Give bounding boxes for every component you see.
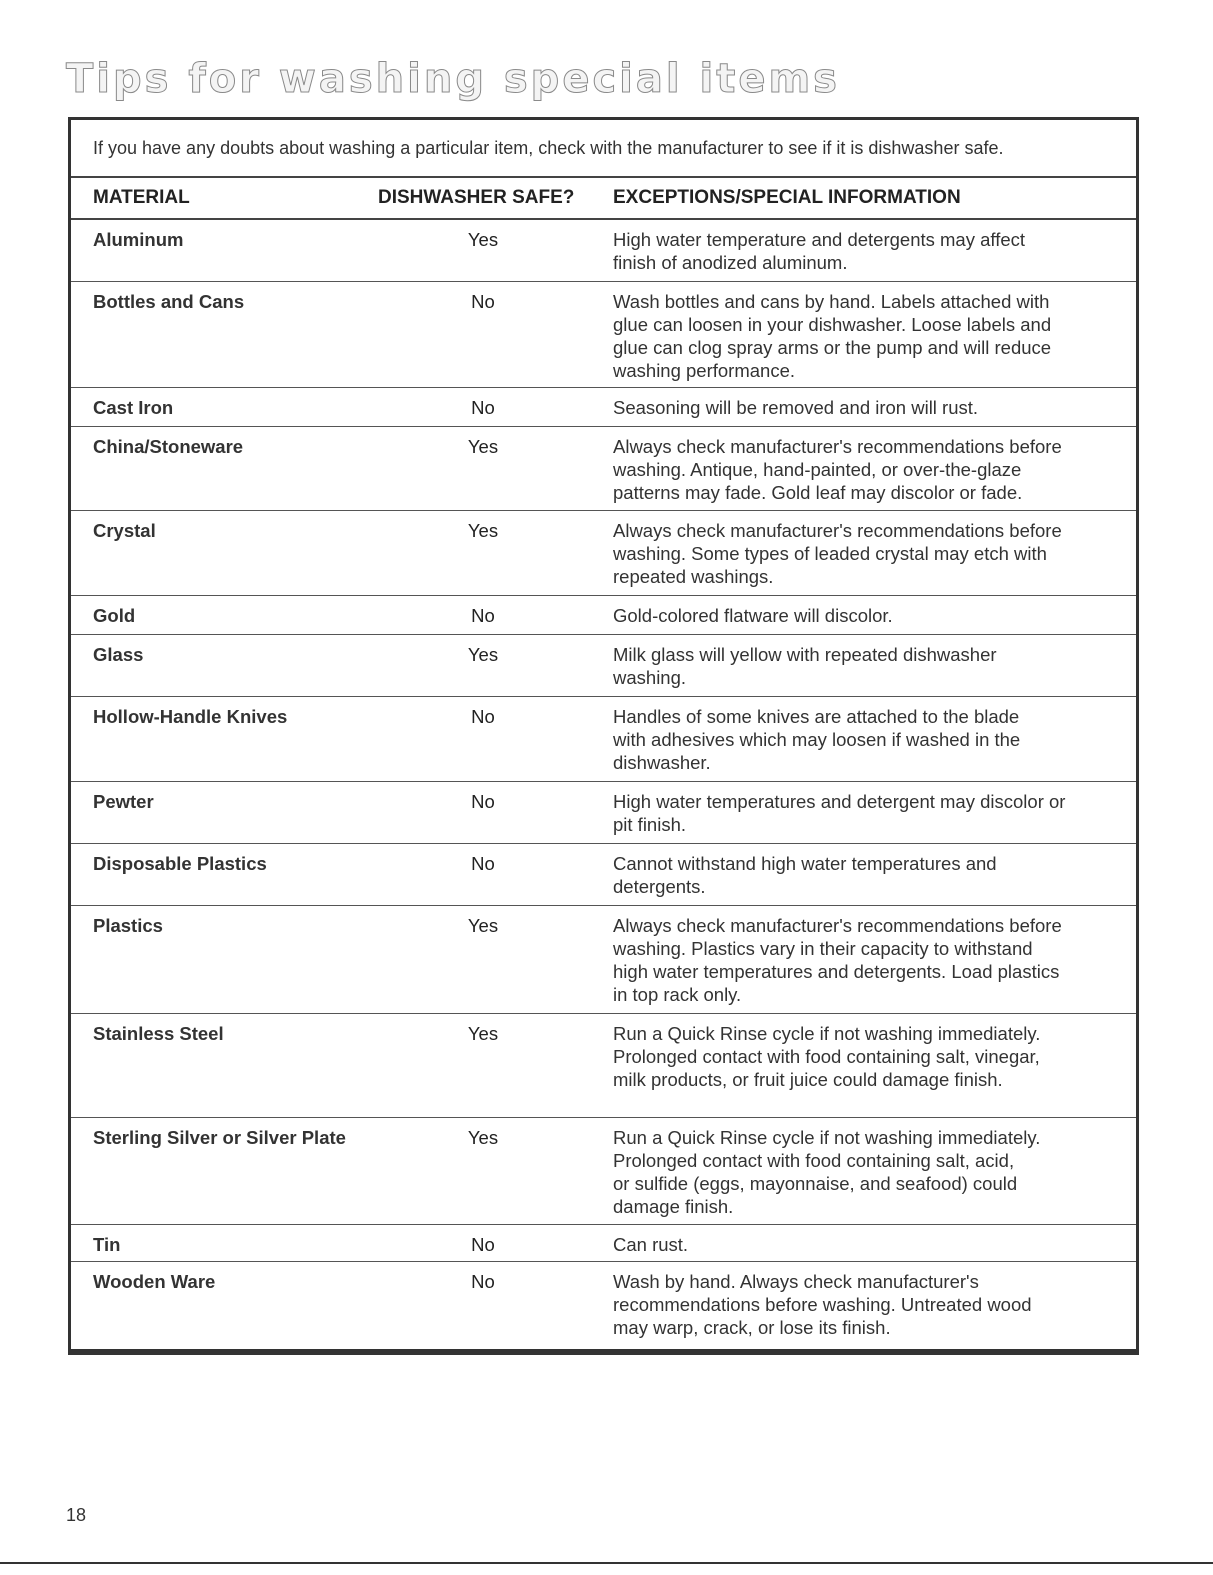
special-info-cell: Gold-colored flatware will discolor. [613, 605, 893, 626]
material-cell: Aluminum [93, 229, 184, 250]
dishwasher-safe-cell: No [471, 791, 495, 812]
special-info-cell: Wash bottles and cans by hand. Labels attached with glue can loosen in your dishwasher. Loose labels and glue can clog spray arms or the pump and will reduce washing performance. [613, 291, 1052, 381]
special-info-cell: Cannot withstand high water temperatures and detergents. [613, 853, 997, 897]
dishwasher-safe-cell: No [471, 1271, 495, 1292]
table-row [71, 427, 1136, 511]
dishwasher-safe-cell: No [471, 397, 495, 418]
special-info-cell: Always check manufacturer's recommendations before washing. Antique, hand-painted, or over-the-glaze patterns may fade. Gold leaf may discolor or fade. [613, 436, 1062, 503]
dishwasher-safe-cell: Yes [467, 436, 499, 457]
dishwasher-safe-cell: Yes [467, 229, 499, 250]
page-title: Tips for washing special items [66, 56, 840, 102]
table-row [71, 511, 1136, 596]
table-row [71, 596, 1136, 635]
table-row [71, 1225, 1136, 1262]
special-info-cell: Milk glass will yellow with repeated dishwasher washing. [613, 644, 997, 688]
table-row [71, 1118, 1136, 1225]
dishwasher-safe-cell: Yes [467, 520, 499, 541]
header-exceptions: EXCEPTIONS/SPECIAL INFORMATION [613, 187, 961, 208]
material-cell: Plastics [93, 915, 163, 936]
dishwasher-safe-cell: Yes [467, 1127, 499, 1148]
special-info-cell: Run a Quick Rinse cycle if not washing immediately. Prolonged contact with food containing salt, acid, or sulfide (eggs, mayonnaise, and seafood) could damage finish. [613, 1127, 1041, 1217]
dishwasher-safe-cell: No [471, 853, 495, 874]
special-info-cell: Always check manufacturer's recommendations before washing. Plastics vary in their capacity to withstand high water temperatures and detergents. Load plastics in top rack only. [613, 915, 1062, 1005]
special-info-cell: Seasoning will be removed and iron will rust. [613, 397, 979, 418]
table-row [71, 1014, 1136, 1118]
dishwasher-safe-cell: Yes [467, 1023, 499, 1044]
table-row [71, 635, 1136, 697]
material-cell: Tin [93, 1234, 121, 1255]
special-info-cell: Run a Quick Rinse cycle if not washing immediately. Prolonged contact with food containing salt, vinegar, milk products, or fruit juice could damage finish. [613, 1023, 1041, 1090]
table-row [71, 282, 1136, 388]
material-cell: Pewter [93, 791, 154, 812]
special-info-cell: High water temperature and detergents may affect finish of anodized aluminum. [613, 229, 1026, 273]
special-info-cell: Can rust. [613, 1234, 689, 1255]
special-info-cell: High water temperatures and detergent may discolor or pit finish. [613, 791, 1066, 835]
material-cell: Glass [93, 644, 144, 665]
material-cell: Stainless Steel [93, 1023, 224, 1044]
special-info-cell: Wash by hand. Always check manufacturer's recommendations before washing. Untreated wood may warp, crack, or lose its finish. [613, 1271, 1032, 1338]
material-cell: China/Stoneware [93, 436, 244, 457]
dishwasher-safe-cell: No [471, 706, 495, 727]
dishwasher-safe-cell: No [471, 291, 495, 312]
material-cell: Gold [93, 605, 136, 626]
table-row [71, 844, 1136, 906]
table-row [71, 697, 1136, 782]
table-row [71, 782, 1136, 844]
table-row [71, 388, 1136, 427]
special-info-cell: Always check manufacturer's recommendations before washing. Some types of leaded crystal may etch with repeated washings. [613, 520, 1062, 587]
material-cell: Wooden Ware [93, 1271, 216, 1292]
header-dishwasher-safe: DISHWASHER SAFE? [378, 187, 575, 208]
special-items-table [68, 117, 1139, 1355]
material-cell: Crystal [93, 520, 156, 541]
dishwasher-safe-cell: Yes [467, 915, 499, 936]
material-cell: Hollow-Handle Knives [93, 706, 288, 727]
dishwasher-safe-cell: No [471, 605, 495, 626]
dishwasher-safe-cell: Yes [467, 644, 499, 665]
table-row [71, 906, 1136, 1014]
table-header-row [71, 178, 1136, 220]
table-body [71, 220, 1136, 1349]
dishwasher-safe-cell: No [471, 1234, 495, 1255]
material-cell: Cast Iron [93, 397, 174, 418]
bottom-divider [0, 1562, 1213, 1564]
table-row [71, 220, 1136, 282]
table-row [71, 1262, 1136, 1349]
material-cell: Sterling Silver or Silver Plate [93, 1127, 346, 1148]
table-intro: If you have any doubts about washing a particular item, check with the manufacturer to see if it is dishwasher safe. [71, 120, 1136, 178]
material-cell: Bottles and Cans [93, 291, 245, 312]
special-info-cell: Handles of some knives are attached to the blade with adhesives which may loosen if washed in the dishwasher. [613, 706, 1021, 773]
page-number: 18 [66, 1505, 87, 1525]
header-material: MATERIAL [93, 187, 190, 208]
material-cell: Disposable Plastics [93, 853, 267, 874]
